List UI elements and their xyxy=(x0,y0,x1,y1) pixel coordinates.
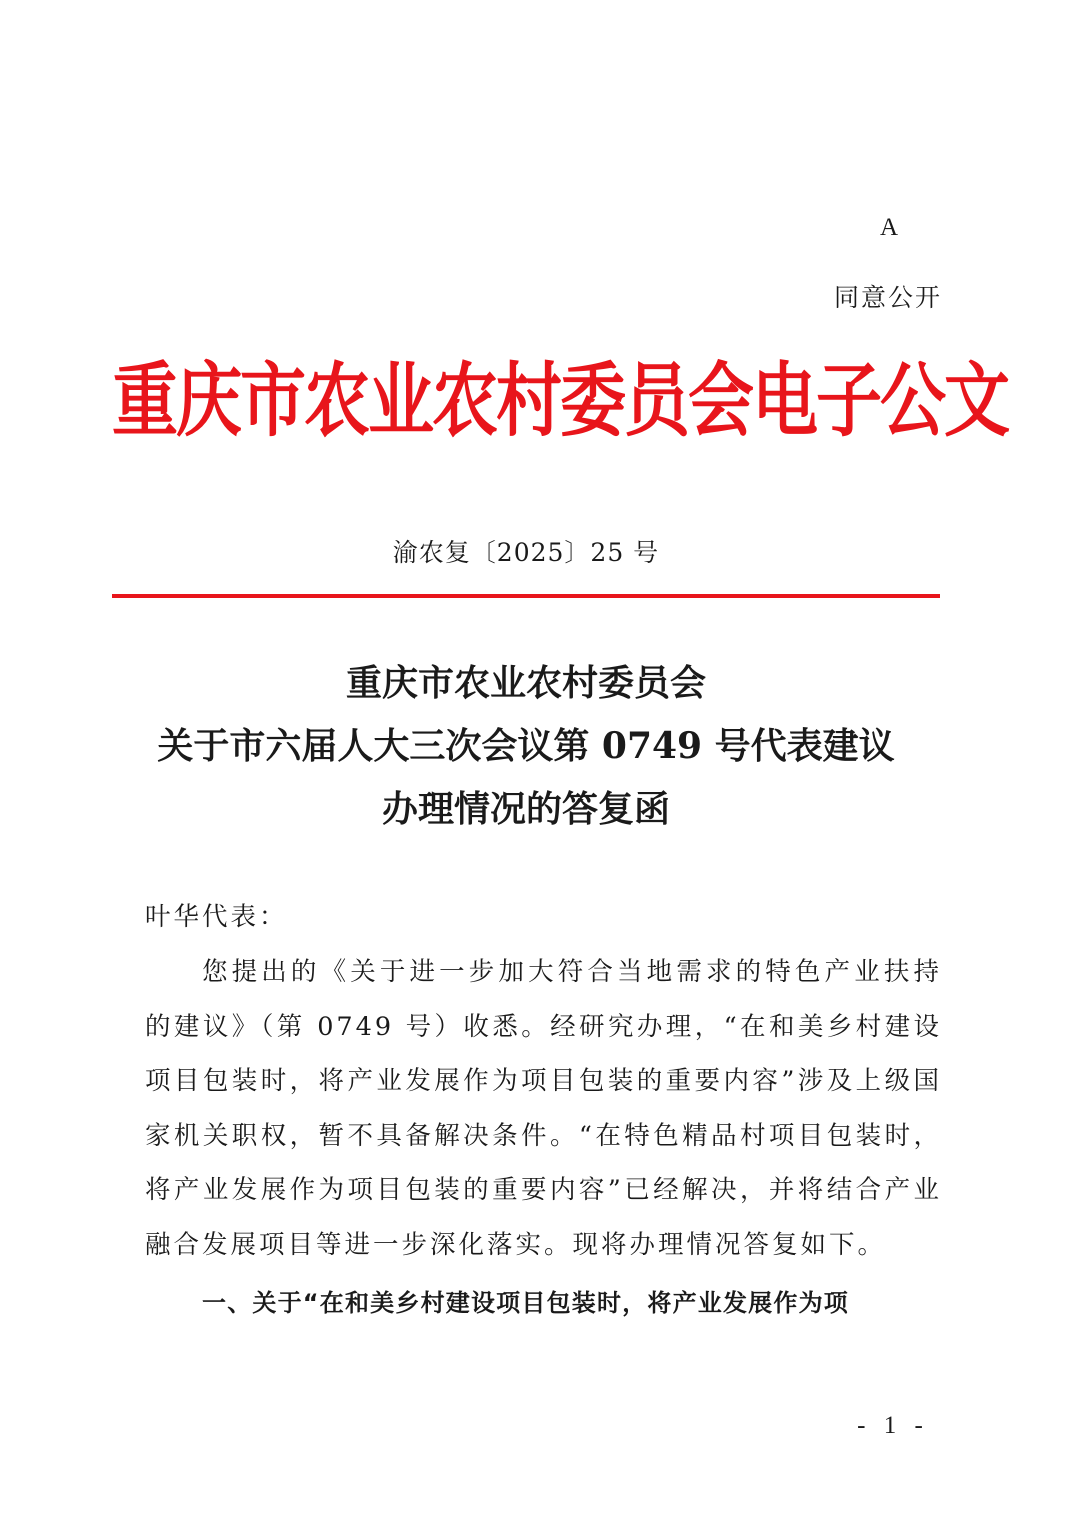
disclosure-status: 同意公开 xyxy=(833,283,942,312)
title-line-3: 办理情况的答复函 xyxy=(381,788,670,830)
masthead-title: 重庆市农业农村委员会电子公文 xyxy=(112,354,1008,449)
body-paragraph-1: 您提出的《关于进一步加大符合当地需求的特色产业扶持的建议》（第 0749 号）收悉。经研究办理，“在和美乡村建设项目包装时，将产业发展作为项目包装的重要内容”涉及上级国家机关职权，暂不具备解决条件。“在特色精品村项目包装时，将产业发展作为项目包装的重要内容”已经解决，并将结合产业融合发展项目等进一步深化落实。现将办理情况答复如下。 xyxy=(145,957,942,1260)
section-heading-1: 一、关于“在和美乡村建设项目包装时，将产业发展作为项 xyxy=(202,1289,849,1317)
page-number: - 1 - xyxy=(857,1412,929,1439)
title-line-2: 关于市六届人大三次会议第 0749 号代表建议 xyxy=(157,725,895,767)
salutation: 叶华代表： xyxy=(145,902,288,932)
document-grade: A xyxy=(879,214,899,241)
title-line-1: 重庆市农业农村委员会 xyxy=(345,662,706,704)
document-number: 渝农复〔2025〕25 号 xyxy=(392,538,660,567)
document-title xyxy=(112,652,940,841)
red-separator-line xyxy=(112,594,940,598)
